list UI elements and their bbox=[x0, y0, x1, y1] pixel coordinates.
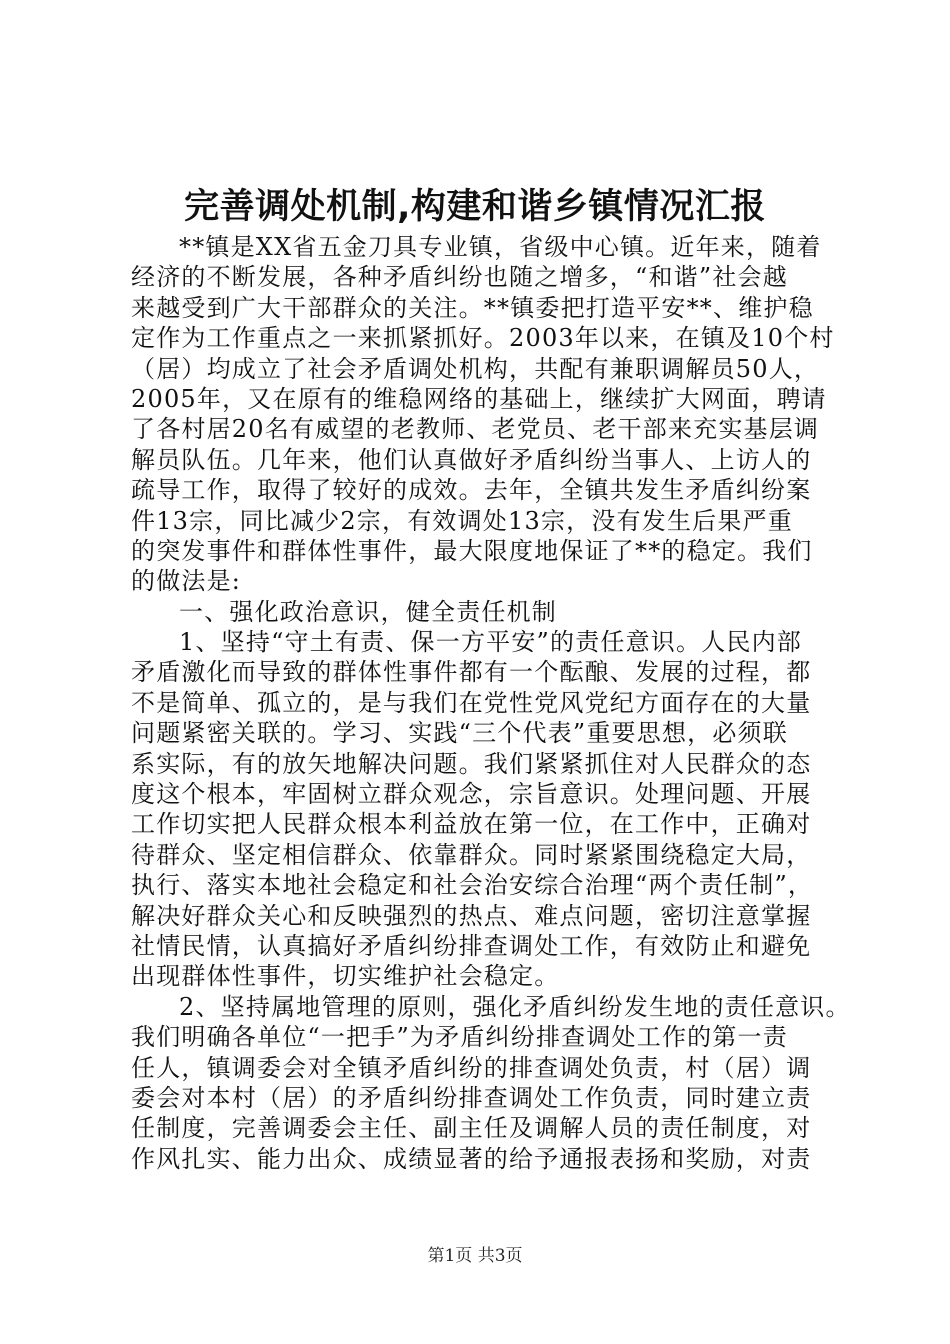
body-line: 经济的不断发展，各种矛盾纠纷也随之增多，“和谐”社会越 bbox=[131, 263, 788, 292]
body-line: 委会对本村（居）的矛盾纠纷排查调处工作负责，同时建立责 bbox=[131, 1083, 812, 1112]
section-heading: 一、强化政治意识，健全责任机制 bbox=[179, 597, 557, 626]
body-line: 我们明确各单位“一把手”为矛盾纠纷排查调处工作的第一责 bbox=[131, 1023, 788, 1052]
body-line: 作风扎实、能力出众、成绩显著的给予通报表扬和奖励，对责 bbox=[131, 1144, 812, 1173]
body-line: 系实际，有的放矢地解决问题。我们紧紧抓住对人民群众的态 bbox=[131, 749, 812, 778]
body-line: 件13宗，同比减少2宗，有效调处13宗，没有发生后果严重 bbox=[131, 506, 793, 535]
body-line: 问题紧密关联的。学习、实践“三个代表”重要思想，必须联 bbox=[131, 719, 788, 748]
body-line: 工作切实把人民群众根本利益放在第一位，在工作中，正确对 bbox=[131, 810, 812, 839]
document-body bbox=[131, 232, 851, 1174]
body-line: 的做法是: bbox=[131, 567, 242, 596]
body-line: 不是简单、孤立的，是与我们在党性党风党纪方面存在的大量 bbox=[131, 688, 812, 717]
body-line: 来越受到广大干部群众的关注。**镇委把打造平安**、维护稳 bbox=[131, 293, 814, 322]
body-line: 疏导工作，取得了较好的成效。去年，全镇共发生矛盾纠纷案 bbox=[131, 476, 812, 505]
body-line: 执行、落实本地社会稳定和社会治安综合治理“两个责任制”， bbox=[131, 871, 814, 900]
body-line: 出现群体性事件，切实维护社会稳定。 bbox=[131, 962, 560, 991]
body-line: 任人，镇调委会对全镇矛盾纠纷的排查调处负责，村（居）调 bbox=[131, 1053, 812, 1082]
body-line: 解决好群众关心和反映强烈的热点、难点问题，密切注意掌握 bbox=[131, 901, 812, 930]
body-line: 度这个根本，牢固树立群众观念，宗旨意识。处理问题、开展 bbox=[131, 780, 812, 809]
body-line: 的突发事件和群体性事件，最大限度地保证了**的稳定。我们 bbox=[131, 536, 813, 565]
body-line: 定作为工作重点之一来抓紧抓好。2003年以来，在镇及10个村 bbox=[131, 324, 835, 353]
body-line: 2、坚持属地管理的原则，强化矛盾纠纷发生地的责任意识。 bbox=[179, 992, 851, 1021]
body-line: 矛盾激化而导致的群体性事件都有一个酝酿、发展的过程，都 bbox=[131, 658, 812, 687]
body-line: 解员队伍。几年来，他们认真做好矛盾纠纷当事人、上访人的 bbox=[131, 445, 812, 474]
body-line: 待群众、坚定相信群众、依靠群众。同时紧紧围绕稳定大局， bbox=[131, 840, 812, 869]
document-title: 完善调处机制,构建和谐乡镇情况汇报 bbox=[184, 187, 766, 227]
page-footer: 第1页 共3页 bbox=[427, 1246, 523, 1266]
body-line: 2005年，又在原有的维稳网络的基础上，继续扩大网面，聘请 bbox=[131, 384, 827, 413]
body-line: 1、坚持“守土有责、保一方平安”的责任意识。人民内部 bbox=[179, 628, 803, 657]
body-line: 社情民情，认真搞好矛盾纠纷排查调处工作，有效防止和避免 bbox=[131, 931, 812, 960]
body-line: 任制度，完善调委会主任、副主任及调解人员的责任制度，对 bbox=[131, 1114, 812, 1143]
body-line: （居）均成立了社会矛盾调处机构，共配有兼职调解员50人， bbox=[131, 354, 820, 383]
body-line: **镇是XX省五金刀具专业镇，省级中心镇。近年来，随着 bbox=[179, 233, 822, 261]
body-line: 了各村居20名有威望的老教师、老党员、老干部来充实基层调 bbox=[131, 415, 820, 444]
